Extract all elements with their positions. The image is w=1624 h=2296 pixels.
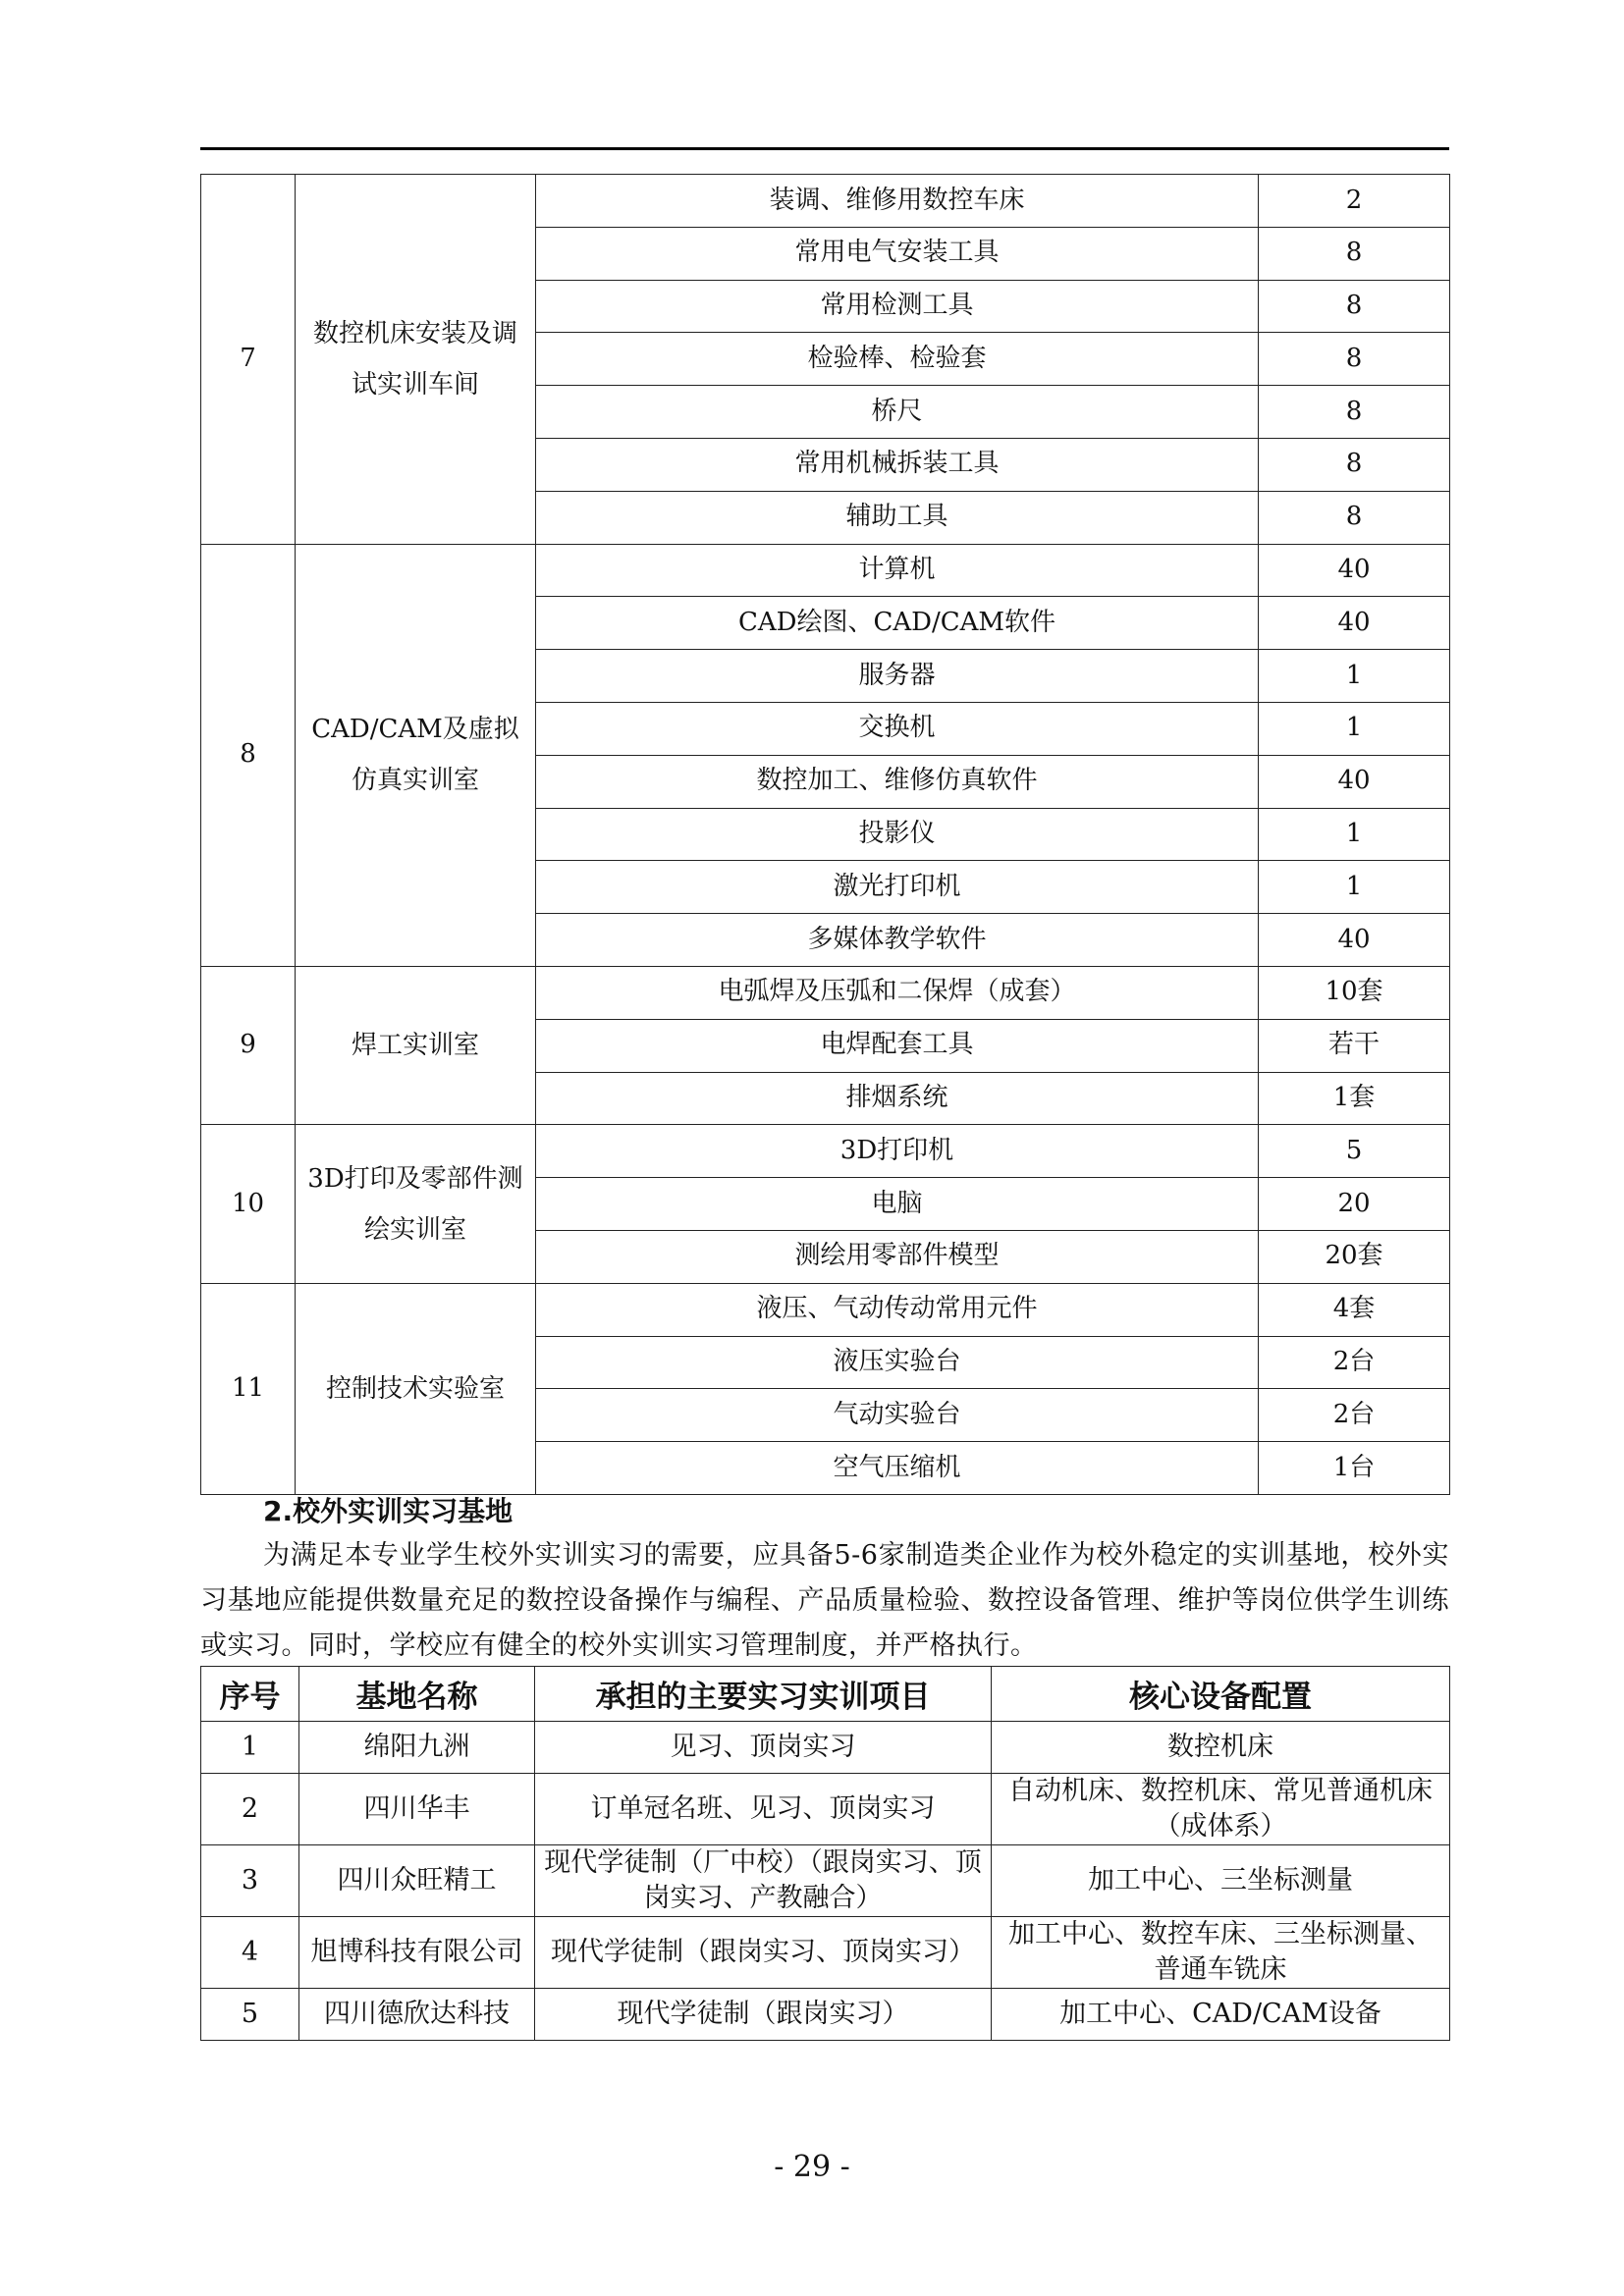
room-number: 10 [201,1125,296,1283]
equipment-name: 桥尺 [536,386,1259,439]
equipment-quantity: 40 [1259,914,1450,967]
equipment-name: 常用检测工具 [536,280,1259,333]
equipment-quantity: 5 [1259,1125,1450,1178]
equipment-name: 检验棒、检验套 [536,333,1259,386]
table-row [201,1125,1450,1178]
equipment-name: 气动实验台 [536,1389,1259,1442]
equipment-quantity: 40 [1259,755,1450,808]
base-number: 3 [201,1845,299,1917]
base-equipment: 加工中心、数控车床、三坐标测量、普通车铣床 [992,1917,1450,1989]
equipment-name: 电弧焊及压弧和二保焊（成套） [536,966,1259,1019]
equipment-quantity: 8 [1259,227,1450,280]
base-projects: 见习、顶岗实习 [535,1722,992,1774]
base-number: 1 [201,1722,299,1774]
equipment-name: 辅助工具 [536,491,1259,544]
room-name: 数控机床安装及调试实训车间 [296,175,536,545]
equipment-name: 液压实验台 [536,1336,1259,1389]
equipment-table [200,174,1450,1495]
practice-base-body [201,1722,1450,2041]
equipment-quantity: 8 [1259,438,1450,491]
room-number: 11 [201,1283,296,1494]
equipment-quantity: 2台 [1259,1389,1450,1442]
table-row [201,175,1450,228]
equipment-quantity: 若干 [1259,1019,1450,1072]
equipment-quantity: 1 [1259,650,1450,703]
equipment-name: 常用电气安装工具 [536,227,1259,280]
table-row [201,1989,1450,2041]
equipment-name: CAD绘图、CAD/CAM软件 [536,597,1259,650]
room-name: 3D打印及零部件测绘实训室 [296,1125,536,1283]
header-equipment: 核心设备配置 [992,1667,1450,1722]
header-projects: 承担的主要实习实训项目 [535,1667,992,1722]
table-row [201,1917,1450,1989]
base-name: 四川华丰 [299,1774,535,1845]
equipment-quantity: 8 [1259,491,1450,544]
equipment-quantity: 8 [1259,280,1450,333]
equipment-name: 数控加工、维修仿真软件 [536,755,1259,808]
table-row [201,544,1450,597]
base-projects: 订单冠名班、见习、顶岗实习 [535,1774,992,1845]
equipment-quantity: 8 [1259,333,1450,386]
equipment-name: 测绘用零部件模型 [536,1230,1259,1283]
room-name: CAD/CAM及虚拟仿真实训室 [296,544,536,966]
equipment-name: 交换机 [536,702,1259,755]
equipment-name: 激光打印机 [536,861,1259,914]
equipment-table-body [201,175,1450,1495]
table-row [201,1774,1450,1845]
room-name: 焊工实训室 [296,966,536,1124]
equipment-quantity: 1台 [1259,1442,1450,1495]
equipment-name: 装调、维修用数控车床 [536,175,1259,228]
equipment-quantity: 1 [1259,702,1450,755]
table-row [201,1283,1450,1336]
equipment-name: 液压、气动传动常用元件 [536,1283,1259,1336]
base-name: 绵阳九洲 [299,1722,535,1774]
equipment-name: 电焊配套工具 [536,1019,1259,1072]
page-number: - 29 - [774,2150,850,2184]
header-base-name: 基地名称 [299,1667,535,1722]
table-row [201,1722,1450,1774]
equipment-quantity: 8 [1259,386,1450,439]
equipment-name: 服务器 [536,650,1259,703]
room-number: 9 [201,966,296,1124]
equipment-name: 计算机 [536,544,1259,597]
base-equipment: 加工中心、CAD/CAM设备 [992,1989,1450,2041]
room-number: 8 [201,544,296,966]
section-paragraph: 为满足本专业学生校外实训实习的需要，应具备5-6家制造类企业作为校外稳定的实训基地，校外实习基地应能提供数量充足的数控设备操作与编程、产品质量检验、数控设备管理、维护等岗位供学生训练或实习。同时，学校应有健全的校外实训实习管理制度，并严格执行。 [200,1540,1449,1661]
base-projects: 现代学徒制（跟岗实习） [535,1989,992,2041]
equipment-name: 常用机械拆装工具 [536,438,1259,491]
base-projects: 现代学徒制（跟岗实习、顶岗实习） [535,1917,992,1989]
equipment-quantity: 20套 [1259,1230,1450,1283]
base-name: 四川众旺精工 [299,1845,535,1917]
header-rule [200,147,1449,150]
equipment-name: 多媒体教学软件 [536,914,1259,967]
base-number: 2 [201,1774,299,1845]
equipment-name: 投影仪 [536,808,1259,861]
equipment-quantity: 1 [1259,861,1450,914]
equipment-name: 排烟系统 [536,1072,1259,1125]
equipment-name: 3D打印机 [536,1125,1259,1178]
base-name: 旭博科技有限公司 [299,1917,535,1989]
base-name: 四川德欣达科技 [299,1989,535,2041]
equipment-quantity: 20 [1259,1178,1450,1231]
equipment-quantity: 2 [1259,175,1450,228]
equipment-quantity: 10套 [1259,966,1450,1019]
base-equipment: 加工中心、三坐标测量 [992,1845,1450,1917]
equipment-name: 空气压缩机 [536,1442,1259,1495]
base-number: 5 [201,1989,299,2041]
equipment-quantity: 40 [1259,544,1450,597]
room-name: 控制技术实验室 [296,1283,536,1494]
room-number: 7 [201,175,296,545]
equipment-quantity: 4套 [1259,1283,1450,1336]
base-equipment: 自动机床、数控机床、常见普通机床（成体系） [992,1774,1450,1845]
table-header-row [201,1667,1450,1722]
base-projects: 现代学徒制（厂中校）（跟岗实习、顶岗实习、产教融合） [535,1845,992,1917]
table-row [201,1845,1450,1917]
base-equipment: 数控机床 [992,1722,1450,1774]
base-number: 4 [201,1917,299,1989]
equipment-name: 电脑 [536,1178,1259,1231]
practice-base-table [200,1666,1450,2041]
header-no: 序号 [201,1667,299,1722]
equipment-quantity: 1 [1259,808,1450,861]
equipment-quantity: 2台 [1259,1336,1450,1389]
equipment-quantity: 1套 [1259,1072,1450,1125]
section-title: 2.校外实训实习基地 [263,1495,514,1527]
equipment-quantity: 40 [1259,597,1450,650]
table-row [201,966,1450,1019]
